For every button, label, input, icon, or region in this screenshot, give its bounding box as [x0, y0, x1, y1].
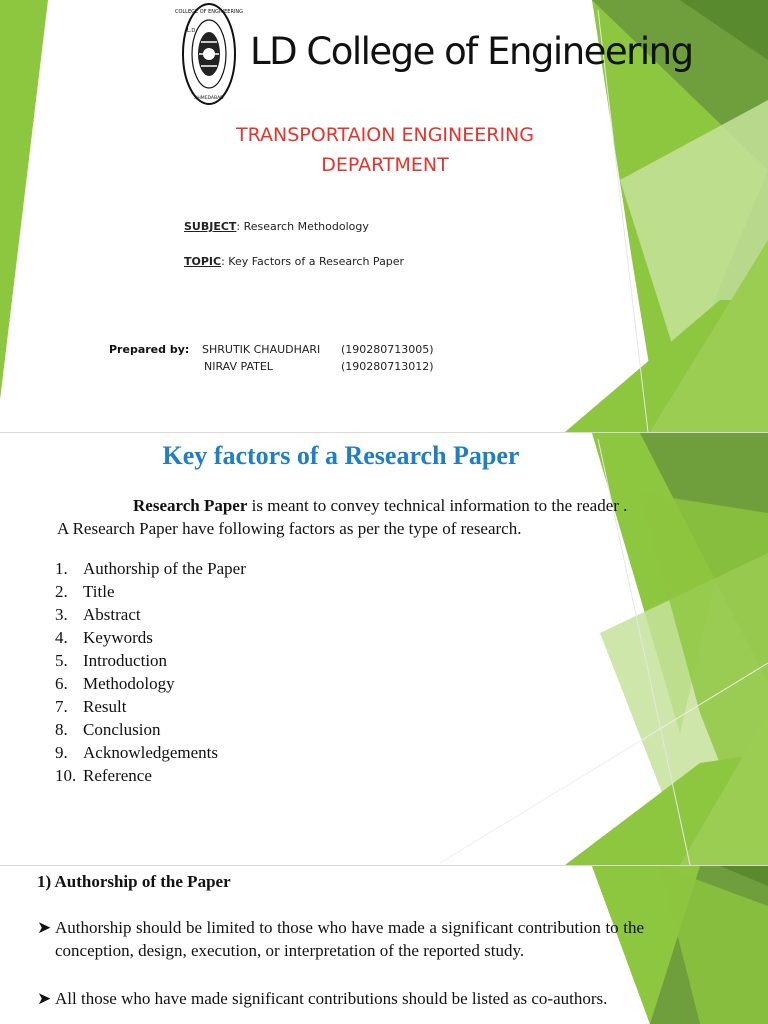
list-item-number: 1.	[55, 559, 68, 578]
prepared-by-label: Prepared by:	[109, 343, 190, 356]
list-item-label: Reference	[83, 766, 152, 785]
topic-line	[184, 255, 404, 268]
list-item-label: Conclusion	[83, 720, 161, 739]
logo-ring-text: COLLEGE OF ENGINEERING	[174, 9, 244, 15]
list-item-number: 6.	[55, 674, 68, 693]
list-item-label: Acknowledgements	[83, 743, 219, 762]
arrow-bullet-icon: ➤	[37, 989, 52, 1008]
list-item-number: 3.	[55, 605, 68, 624]
key-factors-slide	[0, 433, 768, 865]
list-item	[55, 764, 246, 787]
bullet-item	[37, 987, 644, 1010]
college-seal-icon	[174, 2, 244, 106]
author-name: NIRAV PATEL	[204, 360, 273, 373]
intro-line-1	[133, 496, 627, 516]
section-heading: 1) Authorship of the Paper	[37, 872, 231, 891]
author-id: (190280713012)	[341, 360, 434, 373]
department-title	[180, 120, 590, 180]
list-item-number: 5.	[55, 651, 68, 670]
topic-label: TOPIC	[184, 255, 222, 268]
list-item	[55, 695, 246, 718]
logo-left-text: L.D.	[187, 28, 197, 34]
author-id: (190280713005)	[341, 343, 434, 356]
intro-line-2: A Research Paper have following factors as per the type of research.	[57, 519, 522, 538]
intro-rest: is meant to convey technical information to the reader .	[247, 496, 628, 515]
bullet-item	[37, 916, 644, 962]
list-item	[55, 672, 246, 695]
list-item-label: Result	[83, 697, 127, 716]
list-item	[55, 557, 246, 580]
list-item	[55, 741, 246, 764]
list-item-number: 8.	[55, 720, 68, 739]
arrow-bullet-icon: ➤	[37, 918, 52, 937]
list-item-number: 9.	[55, 743, 68, 762]
list-item-label: Introduction	[83, 651, 168, 670]
subject-line	[184, 220, 369, 233]
department-line-1: TRANSPORTAION ENGINEERING	[236, 124, 534, 146]
list-item	[55, 649, 246, 672]
list-item-label: Authorship of the Paper	[83, 559, 246, 578]
intro-bold-term: Research Paper	[133, 496, 248, 515]
list-item-label: Abstract	[83, 605, 141, 624]
logo-bottom-text: AHMEDABAD	[194, 96, 224, 101]
subject-value: : Research Methodology	[236, 220, 369, 233]
list-item	[55, 580, 246, 603]
list-item-number: 2.	[55, 582, 68, 601]
factors-list	[55, 557, 246, 787]
list-item	[55, 718, 246, 741]
title-slide	[0, 0, 768, 432]
list-item-number: 7.	[55, 697, 68, 716]
list-item-label: Methodology	[83, 674, 175, 693]
bullet-text: Authorship should be limited to those who have made a significant contribution to the conception, design, execution, or interpretation of the reported study.	[55, 918, 644, 960]
authorship-slide	[0, 866, 768, 1024]
list-item-number: 10.	[55, 766, 77, 785]
subject-label: SUBJECT	[184, 220, 237, 233]
author-name: SHRUTIK CHAUDHARI	[202, 343, 321, 356]
college-name: LD College of Engineering	[250, 30, 693, 73]
list-item-number: 4.	[55, 628, 68, 647]
topic-value: : Key Factors of a Research Paper	[221, 255, 405, 268]
list-item-label: Keywords	[83, 628, 153, 647]
slide-title: Key factors of a Research Paper	[162, 441, 520, 470]
bullet-text: All those who have made significant contributions should be listed as co-authors.	[55, 989, 608, 1008]
list-item	[55, 626, 246, 649]
department-line-2: DEPARTMENT	[321, 154, 449, 176]
list-item-label: Title	[83, 582, 115, 601]
list-item	[55, 603, 246, 626]
